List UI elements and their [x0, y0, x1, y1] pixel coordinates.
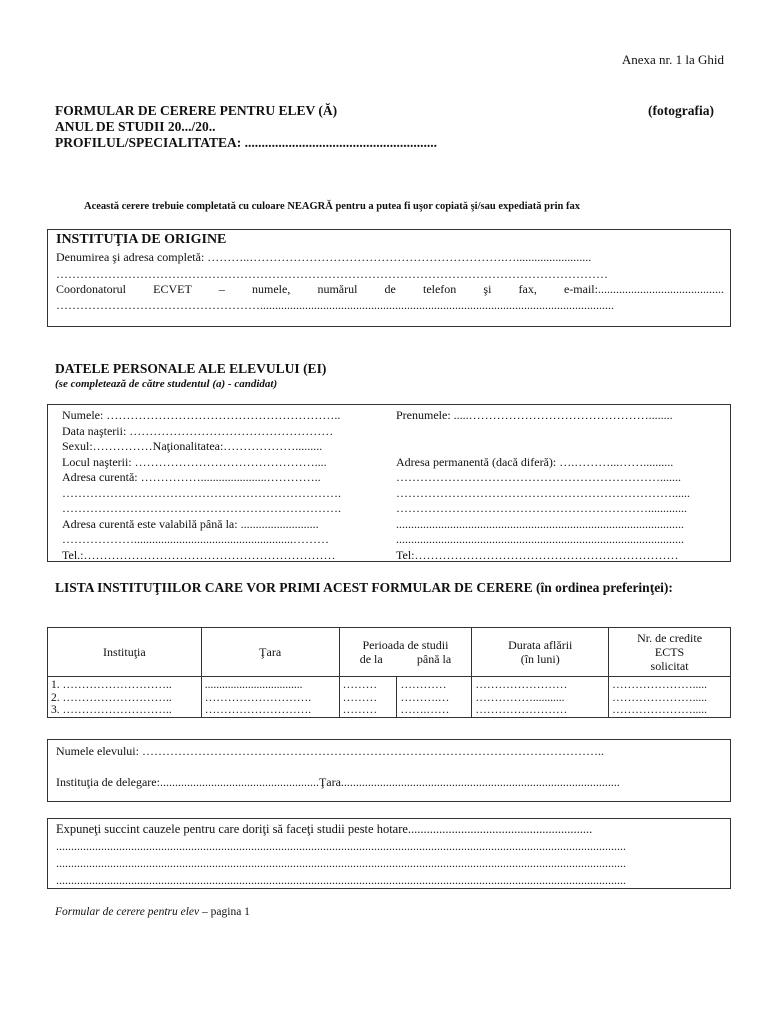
- ecvet-word: –: [218, 282, 225, 296]
- period-to-entry[interactable]: ……….…: [400, 691, 450, 704]
- period-to-cell[interactable]: [397, 677, 472, 718]
- permanent-address-field[interactable]: Adresa permanentă (dacă diferă): ….………...……..........: [396, 454, 674, 469]
- period-to-entry[interactable]: …….……: [400, 704, 450, 716]
- origin-address-line[interactable]: …………………………………………………………………………………………………………………………: [56, 267, 608, 281]
- photo-placeholder: (fotografia): [648, 103, 714, 118]
- credits-requested: solicitat: [650, 659, 689, 673]
- origin-institution-box: [47, 229, 731, 327]
- current-address-line[interactable]: …………………………………………………………….: [62, 485, 341, 500]
- address-valid-until-field[interactable]: Adresa curentă este valabilă până la: ..........................: [62, 516, 319, 531]
- col-duration: [472, 628, 609, 677]
- reasons-line[interactable]: ..............................................................................................................................................................................................: [56, 873, 626, 887]
- ecvet-coordinator[interactable]: [56, 282, 724, 296]
- credits-label: Nr. de credite: [637, 631, 703, 645]
- institution-entry[interactable]: 1. ………………………..: [51, 679, 172, 691]
- period-from-entry[interactable]: ………: [342, 704, 378, 716]
- country-cell[interactable]: [201, 677, 339, 718]
- col-study-period: [339, 628, 472, 677]
- first-name-field[interactable]: Prenumele: .....………………………………………........: [396, 408, 673, 422]
- period-from-cell[interactable]: [339, 677, 397, 718]
- period-to-label: până la: [416, 652, 452, 666]
- birth-place-field[interactable]: Locul naşterii: ………………………………………....: [62, 454, 327, 469]
- duration-entry[interactable]: ……………………: [475, 679, 568, 691]
- personal-data-box: [47, 404, 731, 562]
- institutions-table: [47, 627, 731, 718]
- credits-cell[interactable]: [609, 677, 731, 718]
- birth-date-field[interactable]: Data naşterii: ……………………………………………: [62, 423, 334, 438]
- ecvet-word: numărul: [317, 282, 358, 296]
- permanent-address-line[interactable]: ………………………………………………………….......: [396, 470, 681, 484]
- study-period-label: Perioada de studii: [362, 638, 449, 652]
- sex-nationality-field[interactable]: Sexul:……………Naţionalitatea:……………….........: [62, 439, 323, 453]
- study-period-subheads: [343, 652, 469, 666]
- personal-data-subheading: (se completează de către studentul (a) - candidat): [55, 378, 278, 390]
- reasons-line[interactable]: ..............................................................................................................................................................................................: [56, 839, 626, 853]
- ecvet-word: de: [384, 282, 396, 296]
- reasons-prompt[interactable]: Expuneţi succint cauzele pentru care doriţi să faceţi studii peste hotare...........................................................: [56, 822, 593, 836]
- ecvet-word: ECVET: [153, 282, 192, 296]
- institution-entry[interactable]: 3. ………………………..: [51, 704, 172, 716]
- phone-field[interactable]: Tel.:………………………………………………………: [62, 547, 336, 562]
- delegating-institution-field[interactable]: Instituţia de delegare:.....................................................Ţara.............................................................................................: [56, 775, 620, 789]
- period-to-entry[interactable]: …………: [400, 679, 447, 691]
- period-from-label: de la: [359, 652, 383, 666]
- institution-entry[interactable]: 2. ………………………..: [51, 691, 172, 704]
- duration-entry[interactable]: ……………...........: [475, 691, 565, 704]
- delegation-box: [47, 739, 731, 802]
- duration-label: Durata aflării: [508, 638, 573, 652]
- origin-name-address[interactable]: Denumirea şi adresa completă: ………..……………………………………………………….….........................: [56, 250, 592, 264]
- col-ects-credits: [609, 628, 731, 677]
- study-year: ANUL DE STUDII 20.../20..: [55, 119, 216, 134]
- form-title-block: [55, 103, 437, 151]
- annex-label: Anexa nr. 1 la Ghid: [621, 52, 724, 67]
- ecvet-word: numele,: [252, 282, 291, 296]
- period-from-entry[interactable]: ………: [342, 679, 378, 691]
- permanent-phone-field[interactable]: Tel:…………………………………………………………: [396, 547, 679, 562]
- col-institution: Instituţia: [48, 628, 202, 677]
- footer-page-number: – pagina 1: [199, 906, 250, 918]
- permanent-address-line[interactable]: ................................................................................................: [396, 532, 684, 546]
- table-header-row: [48, 628, 731, 677]
- credits-entry[interactable]: ………………….....: [612, 704, 707, 716]
- institutions-heading: LISTA INSTITUŢIILOR CARE VOR PRIMI ACEST FORMULAR DE CERERE (în ordinea preferinţei):: [55, 580, 673, 595]
- ecvet-word: Coordonatorul: [56, 282, 126, 296]
- current-address-line[interactable]: …………………………………………………………….: [62, 501, 341, 515]
- period-from-entry[interactable]: ………: [342, 691, 378, 704]
- country-entry[interactable]: ……………………….: [204, 704, 312, 716]
- current-address-field[interactable]: Adresa curentă: ……………......................…………..: [62, 470, 321, 484]
- black-ink-notice: Această cerere trebuie completată cu culoare NEAGRĂ pentru a putea fi uşor copiată şi/sau expediată prin fax: [84, 201, 580, 212]
- ecvet-word: telefon: [422, 282, 457, 296]
- ecvet-contact-line[interactable]: ……………………………………………......................................................................................................................: [56, 298, 614, 312]
- permanent-address-line[interactable]: ……………………………………………………………......: [396, 485, 690, 500]
- duration-cell[interactable]: [472, 677, 609, 718]
- duration-entry[interactable]: ……………………: [475, 704, 568, 716]
- table-row: [48, 677, 731, 718]
- country-entry[interactable]: ..................................: [204, 679, 303, 691]
- last-name-field[interactable]: Numele: …………………………………………………..: [62, 408, 341, 422]
- profile-specialty: PROFILUL/SPECIALITATEA: .........................................................: [55, 135, 438, 150]
- page-footer: [55, 906, 250, 918]
- credits-entry[interactable]: ………………….....: [612, 679, 707, 691]
- student-name-field[interactable]: Numele elevului: ……………………………………………………………………………………………………..: [56, 744, 604, 758]
- ecvet-word: şi: [483, 282, 492, 296]
- reasons-box: [47, 818, 731, 889]
- duration-unit: (în luni): [520, 652, 560, 666]
- col-country: Ţara: [201, 628, 339, 677]
- permanent-address-line[interactable]: ……………………………………………………….............: [396, 501, 687, 515]
- institution-cell[interactable]: [48, 677, 202, 718]
- credits-ects: ECTS: [654, 645, 685, 659]
- ecvet-word: fax,: [518, 282, 537, 296]
- origin-heading: INSTITUŢIA DE ORIGINE: [56, 233, 227, 247]
- form-title: FORMULAR DE CERERE PENTRU ELEV (Ă): [55, 103, 338, 118]
- ecvet-word: e-mail:..........................................: [563, 282, 724, 296]
- address-valid-until-line[interactable]: ……………….....................................................………: [62, 532, 329, 546]
- country-entry[interactable]: ……………………….: [204, 691, 312, 704]
- footer-form-name: Formular de cerere pentru elev: [55, 906, 200, 918]
- personal-data-heading: DATELE PERSONALE ALE ELEVULUI (EI): [55, 361, 327, 376]
- reasons-line[interactable]: ..............................................................................................................................................................................................: [56, 856, 626, 870]
- credits-entry[interactable]: ………………….....: [612, 691, 707, 704]
- permanent-address-line[interactable]: ................................................................................................: [396, 516, 684, 531]
